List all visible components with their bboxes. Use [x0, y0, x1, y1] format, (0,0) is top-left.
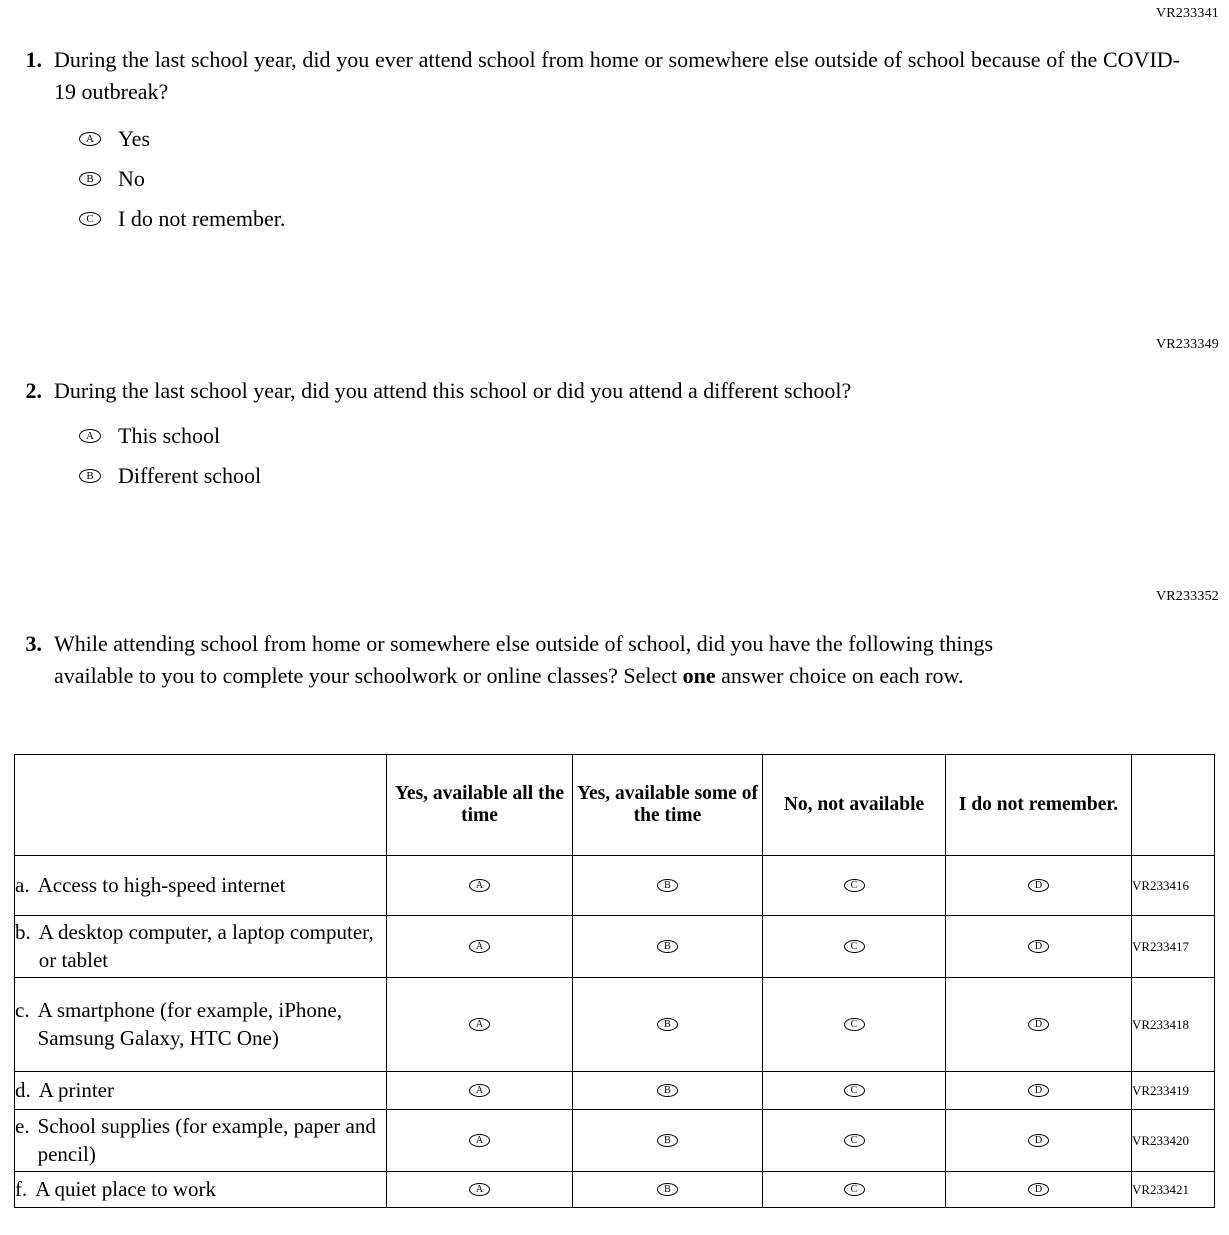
matrix-row-f-item	[15, 1172, 387, 1208]
bubble-d-icon[interactable]: D	[1028, 879, 1049, 892]
question-2-option-a-label: This school	[118, 422, 221, 448]
matrix-header-do-not-remember: I do not remember.	[946, 755, 1132, 856]
matrix-row-d-text: A printer	[38, 1077, 114, 1102]
bubble-c-icon[interactable]: C	[844, 1084, 865, 1097]
bubble-d-icon[interactable]: D	[1028, 940, 1049, 953]
matrix-table-wrapper	[14, 754, 1214, 1208]
table-row	[15, 1172, 1215, 1208]
matrix-row-b-choice-a[interactable]	[387, 916, 573, 978]
question-2-block	[0, 375, 1180, 503]
matrix-row-b-choice-b[interactable]	[573, 916, 763, 978]
matrix-row-a-code: VR233416	[1132, 856, 1215, 916]
matrix-row-a-choice-b[interactable]	[573, 856, 763, 916]
matrix-row-c-choice-d[interactable]	[946, 978, 1132, 1072]
table-row	[15, 856, 1215, 916]
matrix-row-e-code: VR233420	[1132, 1110, 1215, 1172]
question-1-block	[0, 44, 1180, 246]
matrix-row-d-choice-d[interactable]	[946, 1072, 1132, 1110]
question-2-option-a[interactable]	[76, 423, 1180, 449]
bubble-c-icon[interactable]: C	[844, 1183, 865, 1196]
question-3-block	[0, 628, 1180, 692]
matrix-row-d-choice-a[interactable]	[387, 1072, 573, 1110]
matrix-row-d-letter: d.	[15, 1077, 31, 1102]
table-row	[15, 1110, 1215, 1172]
matrix-row-c-item	[15, 978, 387, 1072]
question-3-text-part1: While attending school from home or somewhere else outside of school, did you have the following things available to you to complete your schoolwork or online classes? Select	[54, 631, 994, 688]
question-3-text	[54, 628, 1064, 692]
matrix-row-f-text: A quiet place to work	[35, 1176, 217, 1201]
bubble-d-icon[interactable]: D	[1028, 1134, 1049, 1147]
table-row	[15, 978, 1215, 1072]
bubble-b-icon[interactable]: B	[657, 1018, 678, 1031]
vr-code-question-3: VR233352	[1155, 589, 1219, 604]
bubble-c-icon[interactable]: C	[844, 1018, 865, 1031]
question-1-option-a[interactable]	[76, 126, 1180, 152]
bubble-b-icon[interactable]: B	[657, 879, 678, 892]
bubble-c-icon[interactable]: C	[844, 1134, 865, 1147]
matrix-row-f-choice-d[interactable]	[946, 1172, 1132, 1208]
matrix-row-a-text: Access to high-speed internet	[37, 872, 286, 897]
table-row	[15, 1072, 1215, 1110]
bubble-b-icon[interactable]: B	[657, 1134, 678, 1147]
bubble-c-icon[interactable]: C	[844, 940, 865, 953]
matrix-row-e-letter: e.	[15, 1113, 30, 1138]
question-1-option-c-label: I do not remember.	[118, 205, 286, 231]
question-1-option-c[interactable]	[76, 206, 1180, 232]
matrix-header-yes-some: Yes, available some of the time	[573, 755, 763, 856]
matrix-row-a-choice-a[interactable]	[387, 856, 573, 916]
question-1-text: During the last school year, did you ever attend school from home or somewhere else outside of school because of the COVID-19 outbreak?	[54, 47, 1180, 104]
bubble-c-icon[interactable]: C	[76, 211, 104, 227]
question-1-number: 1.	[25, 47, 42, 72]
matrix-row-b-item	[15, 916, 387, 978]
matrix-row-d-item	[15, 1072, 387, 1110]
matrix-row-c-choice-c[interactable]	[763, 978, 946, 1072]
matrix-row-b-code: VR233417	[1132, 916, 1215, 978]
question-2-option-b-label: Different school	[118, 462, 262, 488]
question-2-options	[76, 423, 1180, 489]
table-row	[15, 916, 1215, 978]
matrix-header-blank	[15, 755, 387, 856]
matrix-row-e-text: School supplies (for example, paper and pencil)	[37, 1113, 376, 1166]
question-1-options	[76, 126, 1180, 232]
question-2-text: During the last school year, did you attend this school or did you attend a different school?	[54, 378, 852, 403]
question-1-option-a-label: Yes	[118, 125, 151, 151]
matrix-row-d-choice-b[interactable]	[573, 1072, 763, 1110]
matrix-row-e-choice-b[interactable]	[573, 1110, 763, 1172]
vr-code-top: VR233341	[1155, 6, 1219, 21]
matrix-header-code-blank	[1132, 755, 1215, 856]
matrix-row-c-code: VR233418	[1132, 978, 1215, 1072]
matrix-row-e-choice-a[interactable]	[387, 1110, 573, 1172]
matrix-row-a-item	[15, 856, 387, 916]
question-3-number: 3.	[25, 631, 42, 656]
bubble-d-icon[interactable]: D	[1028, 1084, 1049, 1097]
bubble-a-icon[interactable]: A	[469, 1134, 490, 1147]
matrix-row-f-letter: f.	[15, 1176, 28, 1201]
matrix-row-d-code: VR233419	[1132, 1072, 1215, 1110]
bubble-a-icon[interactable]: A	[76, 131, 104, 147]
matrix-row-f-choice-a[interactable]	[387, 1172, 573, 1208]
bubble-a-icon[interactable]: A	[76, 428, 104, 444]
matrix-row-e-choice-c[interactable]	[763, 1110, 946, 1172]
bubble-b-icon[interactable]: B	[657, 940, 678, 953]
matrix-header-yes-all: Yes, available all the time	[387, 755, 573, 856]
matrix-row-a-letter: a.	[15, 872, 30, 897]
bubble-b-icon[interactable]: B	[76, 171, 104, 187]
matrix-table	[14, 754, 1215, 1208]
question-3-text-emphasis: one	[682, 662, 716, 688]
matrix-row-f-choice-b[interactable]	[573, 1172, 763, 1208]
matrix-header-row	[15, 755, 1215, 856]
matrix-row-d-choice-c[interactable]	[763, 1072, 946, 1110]
matrix-header-not-available: No, not available	[763, 755, 946, 856]
bubble-b-icon[interactable]: B	[657, 1084, 678, 1097]
matrix-row-c-choice-a[interactable]	[387, 978, 573, 1072]
bubble-a-icon[interactable]: A	[469, 1183, 490, 1196]
bubble-d-icon[interactable]: D	[1028, 1183, 1049, 1196]
bubble-c-icon[interactable]: C	[844, 879, 865, 892]
question-2-option-b[interactable]	[76, 463, 1180, 489]
matrix-row-f-code: VR233421	[1132, 1172, 1215, 1208]
matrix-row-e-choice-d[interactable]	[946, 1110, 1132, 1172]
matrix-row-a-choice-c[interactable]	[763, 856, 946, 916]
matrix-row-b-choice-d[interactable]	[946, 916, 1132, 978]
question-3-text-part2: answer choice on each row.	[715, 662, 964, 688]
matrix-row-c-text: A smartphone (for example, iPhone, Samsung Galaxy, HTC One)	[37, 997, 343, 1050]
matrix-row-b-text: A desktop computer, a laptop computer, or tablet	[38, 919, 374, 972]
bubble-b-icon[interactable]: B	[76, 468, 104, 484]
bubble-a-icon[interactable]: A	[469, 1018, 490, 1031]
matrix-row-b-letter: b.	[15, 919, 31, 944]
bubble-d-icon[interactable]: D	[1028, 1018, 1049, 1031]
question-2-number: 2.	[25, 378, 42, 403]
matrix-row-b-choice-c[interactable]	[763, 916, 946, 978]
bubble-a-icon[interactable]: A	[469, 1084, 490, 1097]
question-1-option-b-label: No	[118, 165, 145, 191]
bubble-b-icon[interactable]: B	[657, 1183, 678, 1196]
matrix-row-f-choice-c[interactable]	[763, 1172, 946, 1208]
bubble-a-icon[interactable]: A	[469, 879, 490, 892]
vr-code-question-2: VR233349	[1155, 337, 1219, 352]
bubble-a-icon[interactable]: A	[469, 940, 490, 953]
matrix-row-e-item	[15, 1110, 387, 1172]
question-1-option-b[interactable]	[76, 166, 1180, 192]
matrix-row-a-choice-d[interactable]	[946, 856, 1132, 916]
matrix-row-c-choice-b[interactable]	[573, 978, 763, 1072]
matrix-row-c-letter: c.	[15, 997, 30, 1022]
